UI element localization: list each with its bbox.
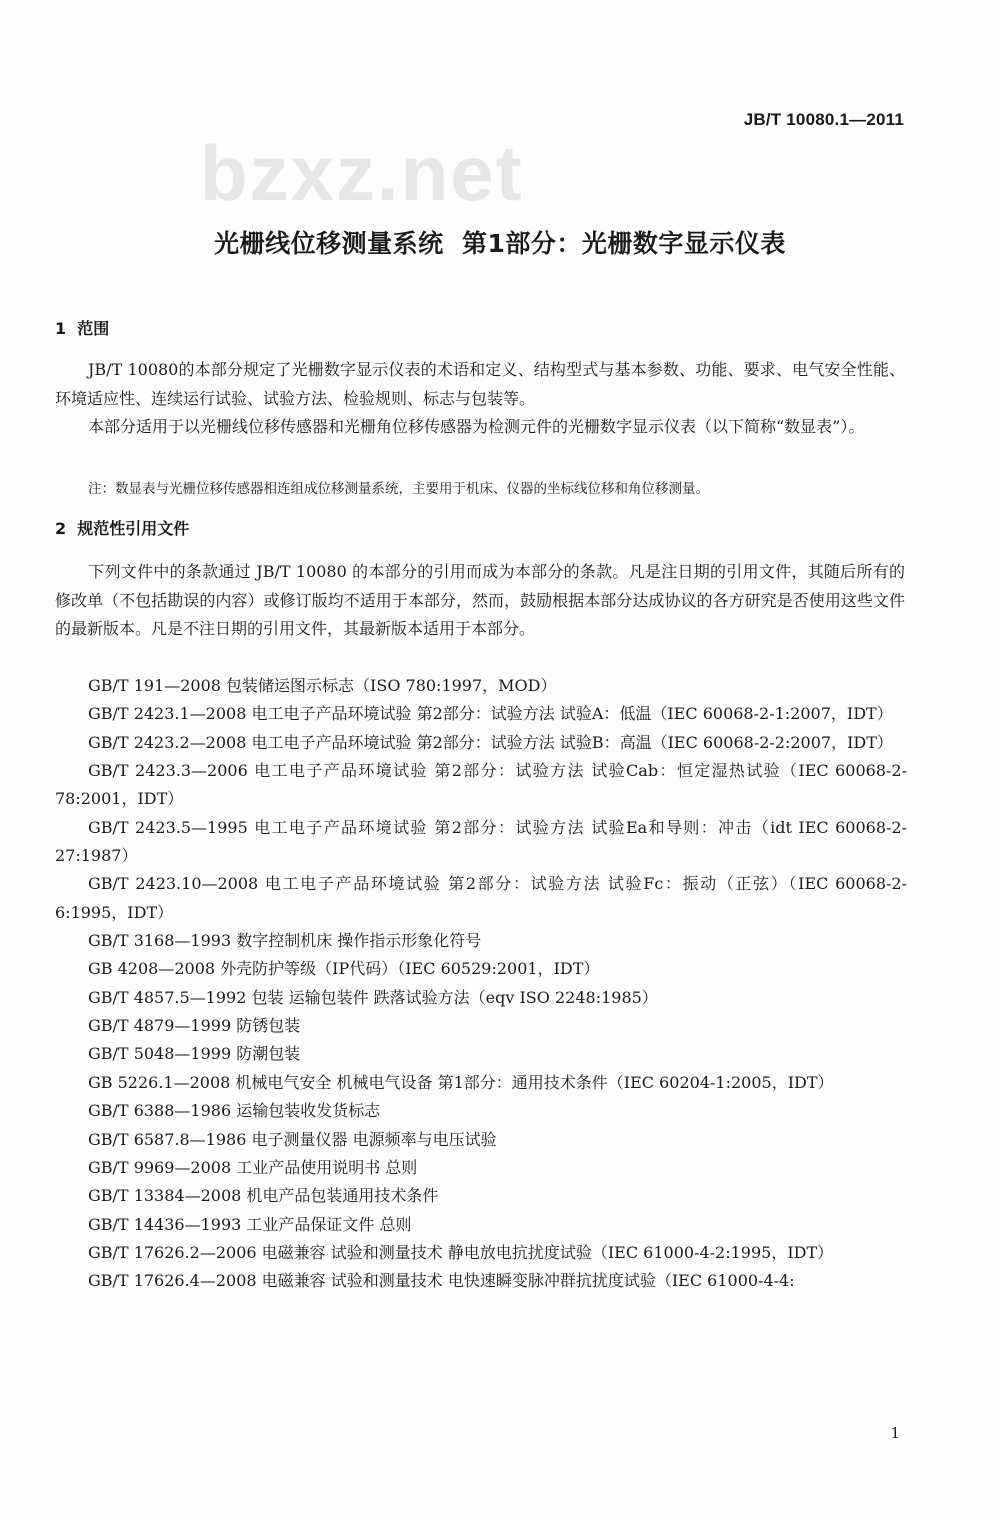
reference-item: GB/T 6587.8—1986 电子测量仪器 电源频率与电压试验 [88, 1129, 497, 1149]
reference-item: GB/T 2423.5—1995 电工电子产品环境试验 第2部分：试验方法 试验Ea和导则：冲击（idt IEC 60068-2-27:1987） [55, 817, 907, 866]
section-2-paragraph-1-text: 下列文件中的条款通过 JB/T 10080 的本部分的引用而成为本部分的条款。凡是注日期的引用文件，其随后所有的修改单（不包括勘误的内容）或修订版均不适用于本部分，然而，鼓励根据本部分达成协议的各方研究是否使用这些文件的最新版本。凡是不注日期的引用文件，其最新版本适用于本部分。 [55, 562, 905, 638]
page-number: 1 [890, 1424, 900, 1442]
reference-item: GB 5226.1—2008 机械电气安全 机械电气设备 第1部分：通用技术条件（IEC 60204-1:2005，IDT） [88, 1072, 834, 1092]
reference-item: GB/T 9969—2008 工业产品使用说明书 总则 [88, 1157, 418, 1177]
reference-list [55, 672, 907, 1296]
reference-item: GB/T 4879—1999 防锈包装 [88, 1016, 301, 1036]
reference-item: GB/T 2423.10—2008 电工电子产品环境试验 第2部分：试验方法 试验Fc：振动（正弦）（IEC 60068-2-6:1995，IDT） [55, 874, 907, 922]
reference-item: GB/T 3168—1993 数字控制机床 操作指示形象化符号 [88, 931, 482, 951]
reference-item: GB/T 2423.2—2008 电工电子产品环境试验 第2部分：试验方法 试验B：高温（IEC 60068-2-2:2007，IDT） [88, 732, 893, 752]
reference-item: GB/T 5048—1999 防潮包装 [88, 1044, 301, 1064]
reference-item: GB 4208—2008 外壳防护等级（IP代码）（IEC 60529:2001，IDT） [88, 959, 600, 979]
section-1-paragraph-1 [55, 356, 905, 413]
section-1-heading: 1 范围 [55, 319, 110, 338]
reference-item: GB/T 2423.1—2008 电工电子产品环境试验 第2部分：试验方法 试验A：低温（IEC 60068-2-1:2007，IDT） [88, 704, 893, 724]
section-2-paragraph-1 [55, 558, 905, 644]
reference-item: GB/T 191—2008 包装储运图示标志（ISO 780:1997，MOD） [88, 676, 557, 695]
reference-item: GB/T 2423.3—2006 电工电子产品环境试验 第2部分：试验方法 试验Cab：恒定湿热试验（IEC 60068-2-78:2001，IDT） [55, 761, 907, 809]
section-1-paragraph-1-text: JB/T 10080的本部分规定了光栅数字显示仪表的术语和定义、结构型式与基本参数、功能、要求、电气安全性能、环境适应性、连续运行试验、试验方法、检验规则、标志与包装等。 [55, 360, 905, 408]
reference-item: GB/T 17626.2—2006 电磁兼容 试验和测量技术 静电放电抗扰度试验（IEC 61000-4-2:1995，IDT） [88, 1242, 834, 1262]
section-1-note: 注：数显表与光栅位移传感器相连组成位移测量系统，主要用于机床、仪器的坐标线位移和角位移测量。 [88, 481, 709, 497]
reference-item: GB/T 13384—2008 机电产品包装通用技术条件 [88, 1186, 439, 1206]
reference-item: GB/T 14436—1993 工业产品保证文件 总则 [88, 1214, 412, 1234]
reference-item: GB/T 6388—1986 运输包装收发货标志 [88, 1101, 381, 1121]
reference-item: GB/T 17626.4—2008 电磁兼容 试验和测量技术 电快速瞬变脉冲群抗扰度试验（IEC 61000-4-4: [88, 1271, 795, 1291]
watermark: bzxz.net [200, 129, 524, 217]
section-1-paragraph-2 [55, 413, 905, 442]
document-title: 光栅线位移测量系统 第1部分：光栅数字显示仪表 [214, 229, 786, 258]
standard-number: JB/T 10080.1—2011 [743, 110, 904, 129]
reference-item: GB/T 4857.5—1992 包装 运输包装件 跌落试验方法（eqv ISO 2248:1985） [88, 987, 658, 1007]
section-2-heading: 2 规范性引用文件 [55, 519, 190, 538]
section-1-paragraph-2-text: 本部分适用于以光栅线位移传感器和光栅角位移传感器为检测元件的光栅数字显示仪表（以下简称“数显表”）。 [88, 417, 865, 436]
